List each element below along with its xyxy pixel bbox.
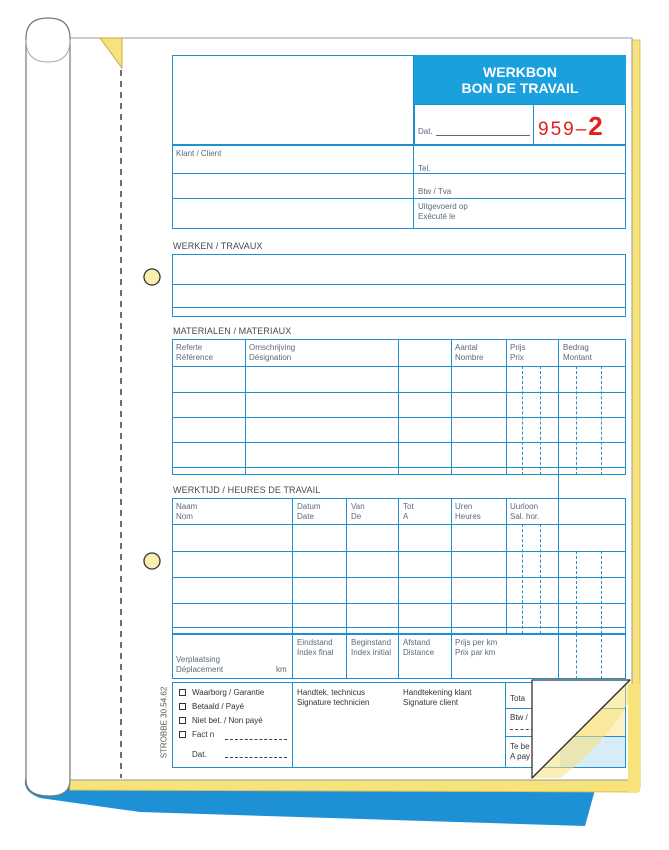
divider [533,104,534,145]
mat-col-ref-nl: Referte [176,343,203,352]
labor-title: WERKTIJD / HEURES DE TRAVAIL [173,485,321,495]
check-unpaid-label: Niet bet. / Non payé [192,716,263,725]
form-number-prefix: 959– [538,119,589,140]
divider [558,634,559,679]
divider [398,498,399,634]
tel-label: Tel. [418,164,431,173]
mat-col-price-nl: Prijs [510,343,526,352]
divider [413,145,414,229]
works-title: WERKEN / TRAVAUX [173,241,263,251]
side-code: STROBBE 30.54.62 [159,686,169,759]
mat-col-price-fr: Prix [510,353,524,362]
lab-col-rate-fr: Sal. hor. [510,512,540,521]
dashed-divider [601,634,602,679]
mat-col-qty-nl: Aantal [455,343,478,352]
divider [398,634,399,679]
footer-dat-label: Dat. [192,750,207,759]
sig-client-fr: Signature client [403,698,459,707]
dashed-divider [522,524,523,634]
checkbox-invoice[interactable] [179,731,186,738]
check-guarantee-label: Waarborg / Garantie [192,688,265,697]
travel-label-fr: Déplacement [176,665,224,674]
executed-label-fr: Exécuté le [418,212,456,221]
divider [172,198,626,199]
travel-col-start-fr: Index initial [351,648,392,657]
divider [451,339,452,475]
sig-tech-nl: Handtek. technicus [297,688,366,697]
divider [292,498,293,634]
footer-to-pay-nl: Te be [510,742,530,751]
lab-col-to-fr: A [403,512,409,521]
lab-col-to-nl: Tot [403,502,414,511]
dashed-divider [576,551,577,634]
executed-label-nl: Uitgevoerd op [418,202,468,211]
divider [505,682,506,768]
travel-col-end-fr: Index final [297,648,334,657]
divider [346,498,347,634]
divider [506,339,507,475]
divider [451,634,452,679]
mat-col-amount-fr: Montant [563,353,592,362]
form-number-suffix: 2 [588,111,603,141]
mat-col-amount-nl: Bedrag [563,343,589,352]
title-fr: BON DE TRAVAIL [461,80,579,96]
mat-col-ref-fr: Référence [176,353,213,362]
divider [292,634,293,679]
materials-title: MATERIALEN / MATERIAUX [173,326,292,336]
mat-col-qty-fr: Nombre [455,353,484,362]
dashed-divider [540,524,541,634]
client-label: Klant / Client [176,149,222,158]
travel-col-end-nl: Eindstand [297,638,333,647]
dashed-divider [601,366,602,475]
footer-dat-line[interactable] [225,757,287,758]
checkbox-guarantee[interactable] [179,689,186,696]
dashed-divider [601,551,602,634]
client-block [172,145,626,229]
footer-vat-label: Btw / [510,713,528,722]
footer-total-label: Tota [510,694,526,703]
travel-col-pkm-nl: Prijs per km [455,638,498,647]
travel-col-start-nl: Beginstand [351,638,392,647]
lab-col-date-nl: Datum [297,502,321,511]
lab-col-date-fr: Date [297,512,314,521]
check-paid-label: Betaald / Payé [192,702,245,711]
divider [346,634,347,679]
footer-vat-line [510,729,534,730]
footer-to-pay-fr: A pay [510,752,531,761]
check-invoice-label: Fact n [192,730,215,739]
travel-col-dist-fr: Distance [403,648,435,657]
lab-col-hours-nl: Uren [455,502,473,511]
header-dat-line [436,135,530,136]
mat-col-desc-nl: Omschrijving [249,343,296,352]
divider [558,475,559,634]
travel-col-pkm-fr: Prix par km [455,648,496,657]
travel-col-dist-nl: Afstand [403,638,431,647]
invoice-number-line[interactable] [225,739,287,740]
divider [172,284,626,285]
header-dat-label: Dat. [418,127,433,136]
divider [292,682,293,768]
divider [245,339,246,475]
dashed-divider [522,366,523,475]
dashed-divider [576,366,577,475]
travel-label-nl: Verplaatsing [176,655,221,664]
checkbox-unpaid[interactable] [179,717,186,724]
lab-col-hours-fr: Heures [455,512,481,521]
footer-pay-shade [560,737,625,767]
title-nl: WERKBON [483,64,557,80]
divider [398,339,399,475]
lab-col-rate-nl: Uurloon [510,502,539,511]
divider [506,498,507,634]
sig-tech-fr: Signature technicien [297,698,370,707]
vat-label: Btw / Tva [418,187,452,196]
divider [172,173,626,174]
lab-col-from-nl: Van [351,502,365,511]
divider [451,498,452,634]
travel-unit: km [276,665,287,674]
divider [558,339,559,475]
divider [172,307,626,308]
mat-col-desc-fr: Désignation [249,353,292,362]
checkbox-paid[interactable] [179,703,186,710]
lab-col-name-nl: Naam [176,502,198,511]
lab-col-name-fr: Nom [176,512,193,521]
lab-col-from-fr: De [351,512,362,521]
form-number [538,111,603,142]
sig-client-nl: Handtekening klant [403,688,472,697]
dashed-divider [576,634,577,679]
dashed-divider [540,366,541,475]
header-left-box [172,55,414,145]
footer-total-shade [560,709,625,736]
